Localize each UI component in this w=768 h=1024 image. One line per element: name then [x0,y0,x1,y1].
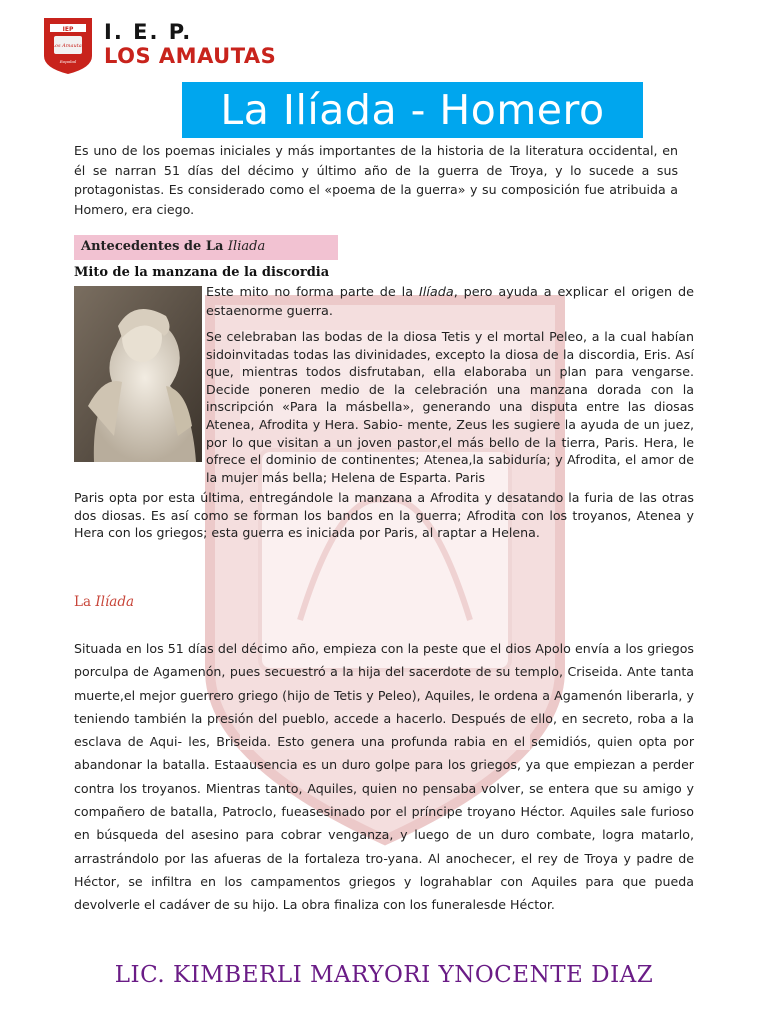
myth-outcome-paragraph: Paris opta por esta última, entregándole la manzana a Afrodita y desatando la furia de las otras dos diosas. Es así como se forman los bandos en la guerra; Afrodita con los troyanos, Atenea y Hera con los griegos; esta guerra es iniciada por Paris, al raptar a Helena. [74,490,694,541]
school-name [104,22,276,67]
page-title-box [182,82,643,138]
school-name-line1: I. E. P. [104,20,193,44]
intro-paragraph: Es uno de los poemas iniciales y más importantes de la historia de la literatura occidental, en él se narran 51 días del décimo y último año de la guerra de Troya, y lo sucede a sus protagonistas. Es considerado como el «poema de la guerra» y su composición fue atribuida a Homero, era ciego. [74,143,678,217]
section-heading-label: Antecedentes de La [81,239,228,254]
myth-story-paragraph: Se celebraban las bodas de la diosa Tetis y el mortal Peleo, a la cual habían sidoinvitadas todas las divinidades, excepto la diosa de la discordia, Eris. Así que, mientras todos disfrutaban, ella elaboraba un plan para vengarse. Decide poneren medio de la celebración una manzana dorada con la inscripción «Para la másbella», generando una disputa entre las diosas Atenea, Afrodita y Hera. Sabio- mente, Zeus les sugiere la ayuda de un juez, por lo que visitan a un joven pastor,el más bello de la tierra, Paris. Hera, le ofrece el dominio de continentes; Atenea,la sabiduría; y Afrodita, el amor de la mujer más bella; Helena de Esparta. Paris [206,329,694,485]
page-title: La Ilíada - Homero [220,86,605,134]
iliada-summary-paragraph: Situada en los 51 días del décimo año, empieza con la peste que el dios Apolo envía a los griegos porculpa de Agamenón, pues secuestró a la hija del sacerdote de su templo, Criseida. Ante tanta muerte,el mejor guerrero griego (hijo de Tetis y Peleo), Aquiles, le ordena a Agamenón liberarla, y teniendo también la presión del pueblo, accede a hacerlo. Después de ello, en secreto, roba a la esclava de Aqui- les, Briseida. Esto genera una profunda rabia en el semidiós, quien opta por abandonar la batalla. Estaausencia es un duro golpe para los griegos, ya que empiezan a perder contra los troyanos. Mientras tanto, Aquiles, quien no pensaba volver, se entera que su amigo y compañero de batalla, Patroclo, fueasesinado por el príncipe troyano Héctor. Aquiles sale furioso en búsqueda del asesino para cobrar venganza, y luego de un duro combate, logra matarlo, arrastrándolo por las afueras de la fortaleza tro-yana. Al anochecer, el rey de Troya y padre de Héctor, se infiltra en los campamentos griegos y lograhablar con Aquiles para que pueda devolverle el cadáver de su hijo. La obra finaliza con los funeralesde Héctor. [74,641,694,913]
school-name-line2: LOS AMAUTAS [104,44,277,68]
logo-text-mid: Los Amautas [51,43,85,49]
myth-intro-text-italic: Ilíada [418,285,454,300]
school-logo [42,16,94,76]
iliada-heading-label: La [74,594,96,610]
subheading: Mito de la manzana de la discordia [74,265,330,280]
section-heading [81,239,265,254]
author-footer: LIC. KIMBERLI MARYORI YNOCENTE DIAZ [114,962,654,988]
section-heading-italic: Iliada [227,239,266,254]
logo-text-bottom: Ropabal [59,59,77,64]
statue-image [74,286,202,462]
section-heading-bar [74,235,338,260]
iliada-heading-italic: Ilíada [95,594,135,610]
myth-intro-paragraph [206,284,694,321]
myth-intro-text-after: , pero ayuda a explicar el origen de estaenorme guerra. [206,285,694,319]
myth-intro-text-before: Este mito no forma parte de la [206,285,419,300]
logo-text-top: IEP [62,26,74,33]
iliada-heading [74,594,134,610]
